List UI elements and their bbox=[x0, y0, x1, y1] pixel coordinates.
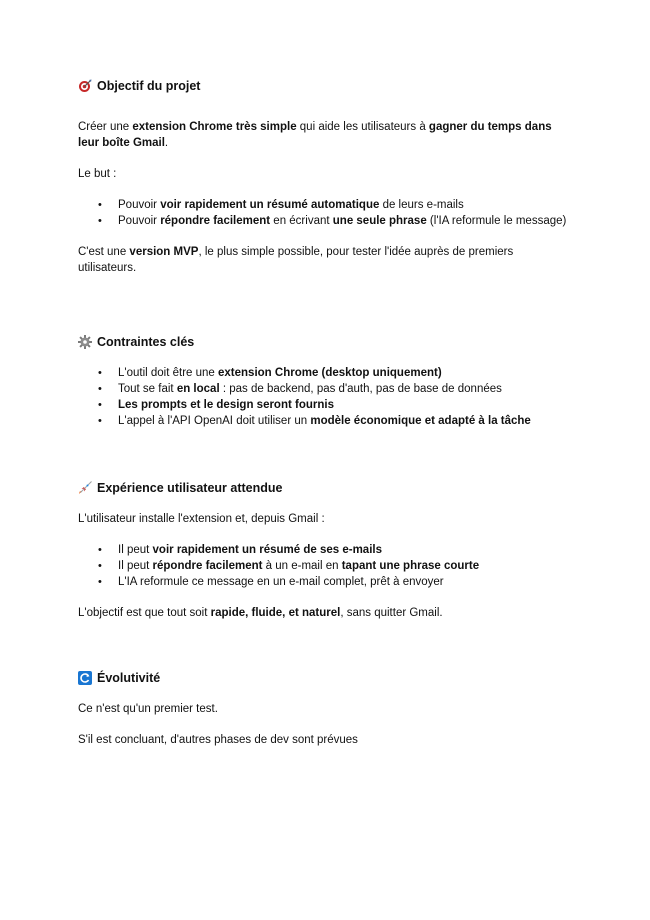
bullet-list bbox=[78, 365, 573, 429]
bullet-list bbox=[78, 197, 573, 229]
heading-title: Évolutivité bbox=[97, 671, 161, 685]
list-item: • Pouvoir répondre facilement en écrivant une seule phrase (l'IA reformule le message) bbox=[78, 213, 573, 229]
paragraph: Le but : bbox=[78, 168, 117, 180]
paragraph: C'est une version MVP, le plus simple possible, pour tester l'idée auprès de premiers utilisateurs. bbox=[78, 246, 514, 274]
heading-title: Contraintes clés bbox=[97, 335, 195, 349]
section-objectif bbox=[78, 78, 573, 276]
list-item: • Il peut répondre facilement à un e-mail en tapant une phrase courte bbox=[78, 558, 573, 574]
paragraph: S'il est concluant, d'autres phases de dev sont prévues bbox=[78, 734, 358, 746]
section-heading bbox=[78, 670, 573, 686]
refresh-icon bbox=[78, 671, 92, 685]
heading-title: Objectif du projet bbox=[97, 79, 201, 93]
list-item: • Les prompts et le design seront fournis bbox=[78, 397, 573, 413]
bullet-list bbox=[78, 542, 573, 590]
section-heading bbox=[78, 480, 573, 496]
section-experience bbox=[78, 480, 573, 621]
section-heading bbox=[78, 78, 573, 94]
rocket-icon bbox=[78, 481, 92, 495]
target-icon bbox=[78, 79, 92, 93]
list-item: • Tout se fait en local : pas de backend, pas d'auth, pas de base de données bbox=[78, 381, 573, 397]
paragraph: Créer une extension Chrome très simple qui aide les utilisateurs à gagner du temps dans leur boîte Gmail. bbox=[78, 121, 552, 149]
list-item: • L'IA reformule ce message en un e-mail complet, prêt à envoyer bbox=[78, 574, 573, 590]
section-evolutivite bbox=[78, 670, 573, 748]
paragraph: L'objectif est que tout soit rapide, fluide, et naturel, sans quitter Gmail. bbox=[78, 607, 443, 619]
gear-icon bbox=[78, 335, 92, 349]
list-item: • L'appel à l'API OpenAI doit utiliser un modèle économique et adapté à la tâche bbox=[78, 413, 573, 429]
paragraph: L'utilisateur installe l'extension et, depuis Gmail : bbox=[78, 513, 325, 525]
list-item: • L'outil doit être une extension Chrome (desktop uniquement) bbox=[78, 365, 573, 381]
list-item: • Il peut voir rapidement un résumé de ses e-mails bbox=[78, 542, 573, 558]
list-item: • Pouvoir voir rapidement un résumé automatique de leurs e-mails bbox=[78, 197, 573, 213]
heading-title: Expérience utilisateur attendue bbox=[97, 481, 283, 495]
section-contraintes bbox=[78, 334, 573, 429]
section-heading bbox=[78, 334, 573, 350]
paragraph: Ce n'est qu'un premier test. bbox=[78, 703, 218, 715]
